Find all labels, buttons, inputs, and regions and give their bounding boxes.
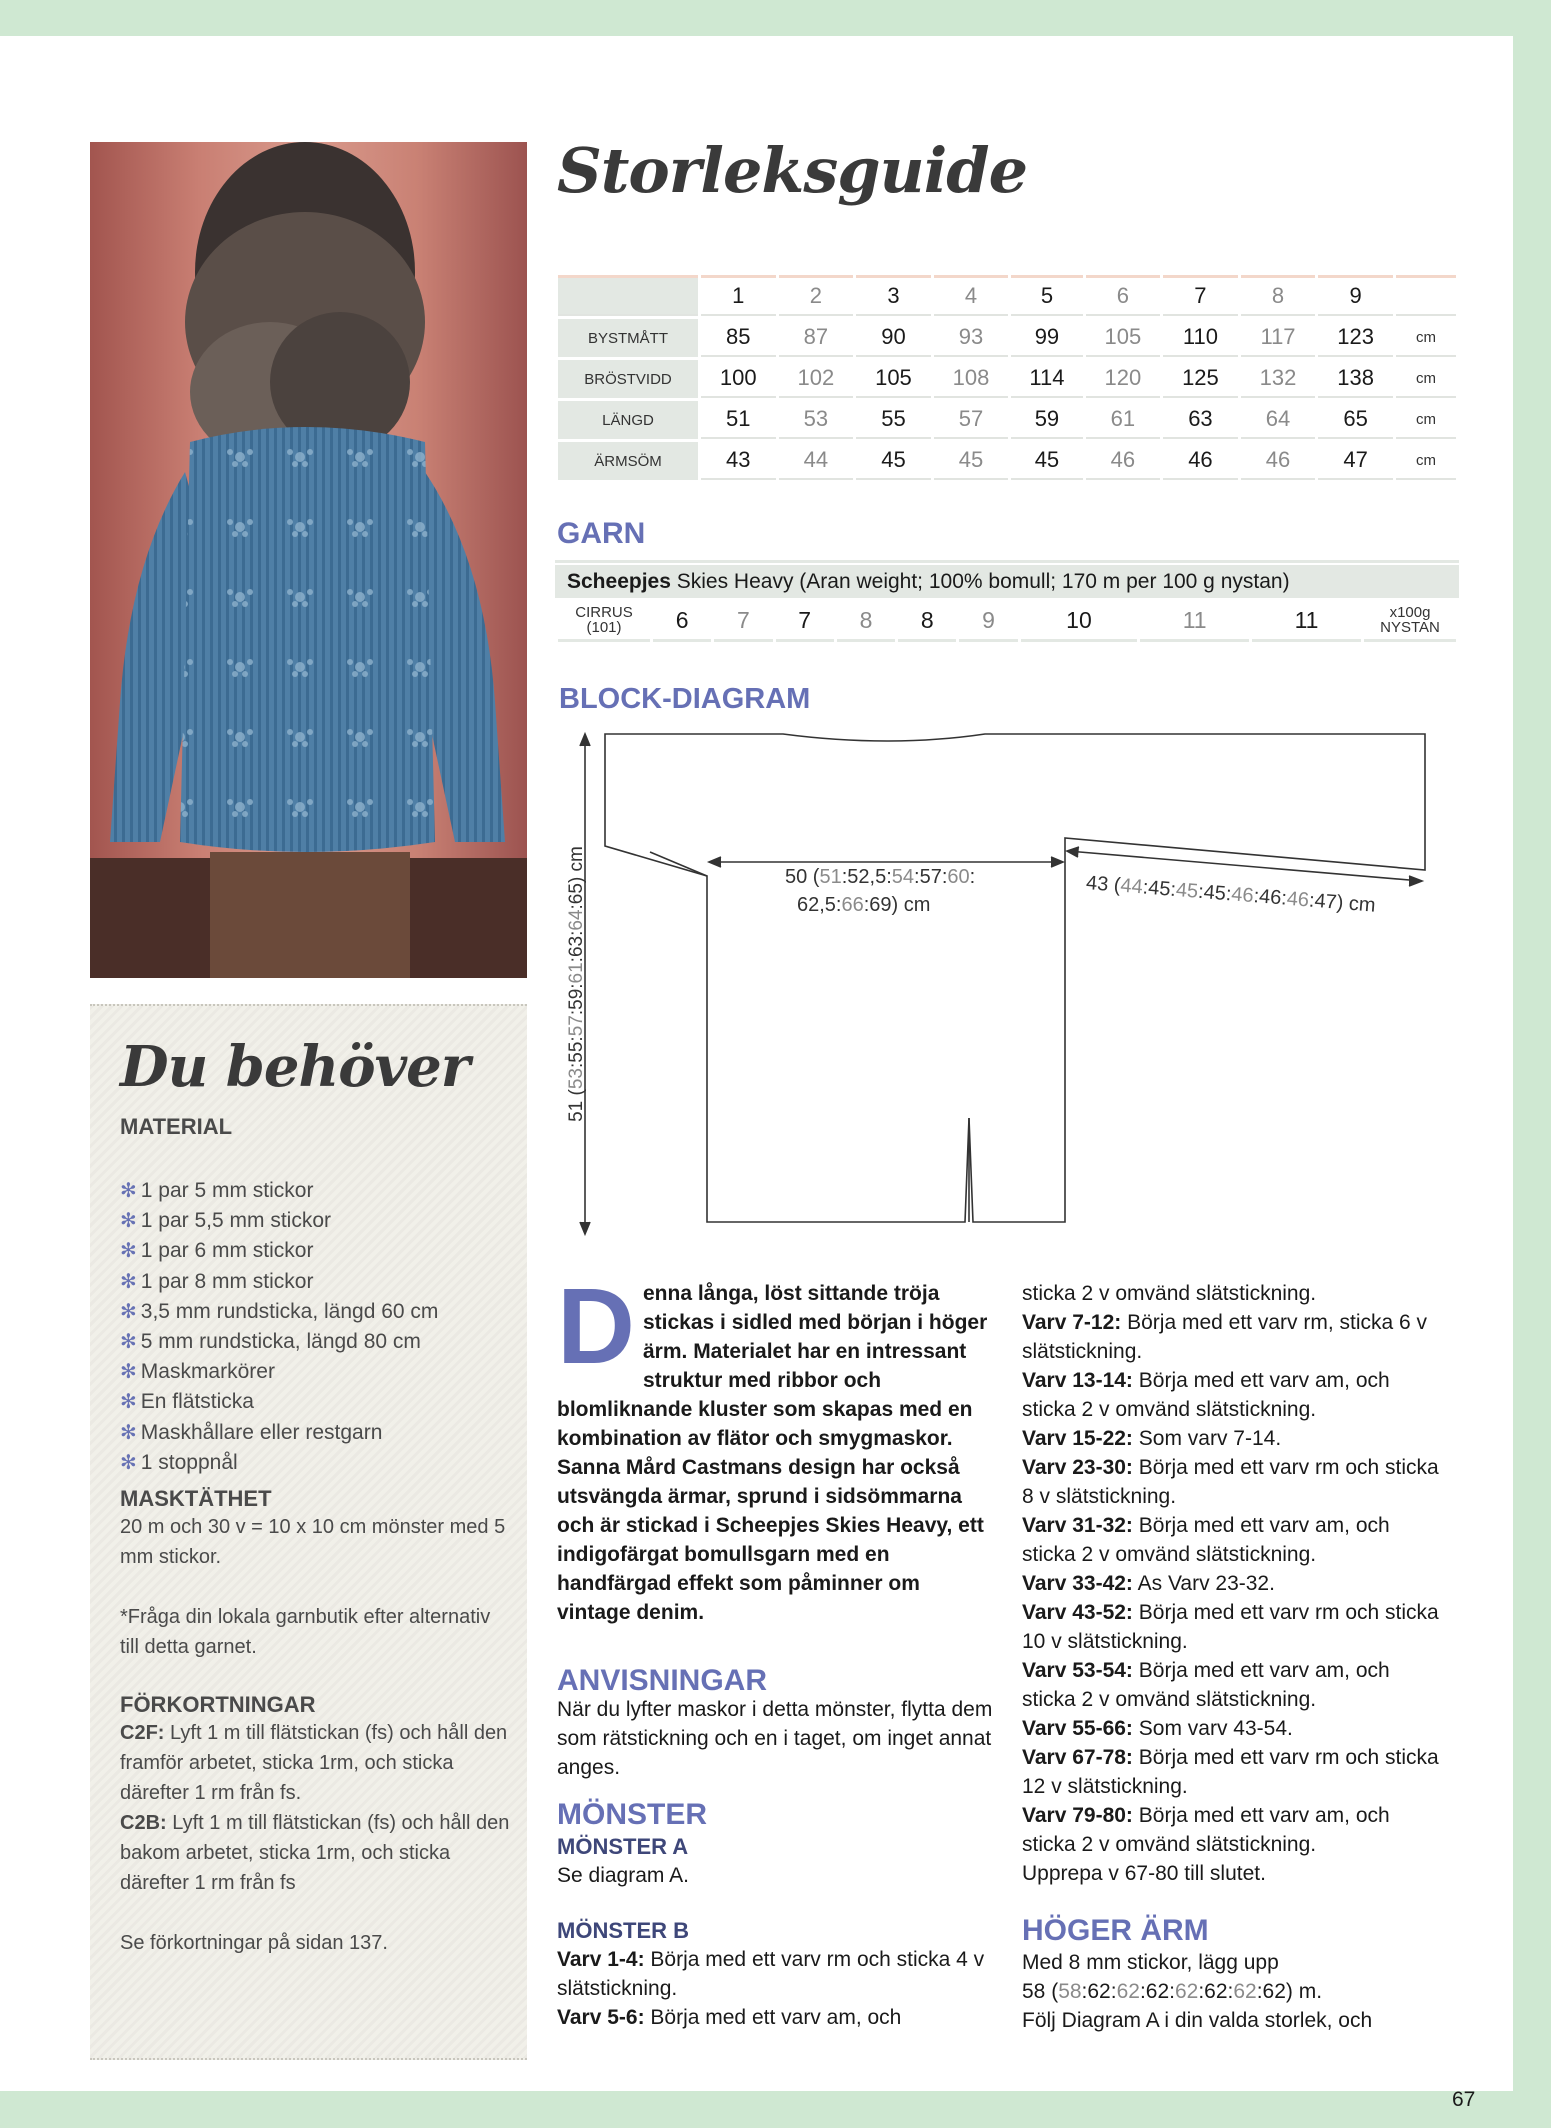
length-label-part: :63:	[566, 930, 587, 963]
instruction-row	[1022, 1511, 1442, 1569]
garn-desc-text: Skies Heavy (Aran weight; 100% bomull; 170 m per 100 g nystan)	[676, 570, 1290, 593]
monster-heading: MÖNSTER	[557, 1798, 707, 1831]
size-cell: 120	[1086, 360, 1161, 398]
anvisningar-heading: ANVISNINGAR	[557, 1664, 768, 1697]
size-row-label: BRÖSTVIDD	[558, 360, 698, 398]
instruction-text: Börja med ett varv am, och	[650, 2006, 902, 2029]
size-cell: 46	[1163, 442, 1238, 480]
instruction-label: Varv 13-14:	[1022, 1369, 1133, 1392]
width-label-line-1	[785, 866, 975, 889]
masktathet-heading: MASKTÄTHET	[120, 1486, 272, 1511]
width-label-part: :52,5:	[841, 866, 892, 888]
size-cell: 90	[856, 319, 931, 357]
size-cell: 64	[1241, 401, 1316, 439]
garn-cell: 11	[1252, 601, 1361, 642]
bullet-star-icon: ✻	[120, 1300, 137, 1323]
width-label-part: 54	[891, 866, 915, 888]
instruction-row	[1022, 1308, 1442, 1366]
instruction-row	[1022, 1366, 1442, 1424]
size-number: 9	[1318, 275, 1393, 316]
instruction-label: Varv 53-54:	[1022, 1659, 1133, 1682]
hoger-arm-line-3: Följ Diagram A i din valda storlek, och	[1022, 2009, 1373, 2032]
length-label-part: 61	[566, 962, 587, 984]
block-diagram-drawing	[555, 726, 1455, 1246]
instruction-text: Som varv 7-14.	[1138, 1427, 1282, 1450]
material-item-text: 5 mm rundsticka, längd 80 cm	[140, 1329, 421, 1353]
c2f-definition	[120, 1718, 510, 1808]
width-label-part: 50 (	[785, 866, 820, 888]
material-item	[120, 1176, 438, 1206]
width-label-part: :69) cm	[863, 894, 931, 916]
garn-cell: 7	[776, 601, 834, 642]
material-item-text: 3,5 mm rundsticka, längd 60 cm	[140, 1299, 439, 1323]
hoger-arm-line-1: Med 8 mm stickor, lägg upp	[1022, 1951, 1279, 1974]
stitch-count-part: :62:	[1081, 1980, 1117, 2003]
width-label-part: 60	[947, 866, 970, 888]
sleeve-label-part: 45	[1175, 879, 1199, 903]
page	[0, 36, 1513, 2111]
garn-cell: 9	[959, 601, 1017, 642]
size-cell: 63	[1163, 401, 1238, 439]
instruction-label: Varv 7-12:	[1022, 1311, 1122, 1334]
instruction-row	[1022, 1714, 1442, 1743]
instruction-row	[1022, 1569, 1442, 1598]
material-list	[120, 1176, 438, 1478]
du-behover-box	[90, 1004, 527, 2060]
size-cell: 100	[701, 360, 776, 398]
garn-unit-line: NYSTAN	[1380, 619, 1440, 636]
instruction-label: Varv 15-22:	[1022, 1427, 1133, 1450]
instruction-label: Varv 23-30:	[1022, 1456, 1133, 1479]
monster-b-rows-col1	[557, 1945, 997, 2032]
material-item	[120, 1206, 438, 1236]
size-cell: 125	[1163, 360, 1238, 398]
width-label-part: :	[969, 866, 976, 888]
size-cell: 65	[1318, 401, 1393, 439]
instruction-label: Varv 43-52:	[1022, 1601, 1133, 1624]
instruction-text: Börja med ett varv rm och sticka 4 v slätstickning.	[557, 1948, 985, 2000]
size-cell: 132	[1241, 360, 1316, 398]
size-cell: 45	[934, 442, 1009, 480]
monster-b-rows-col2	[1022, 1308, 1442, 1859]
stitch-count-part: 58 (	[1022, 1980, 1059, 2003]
garn-cell: 6	[653, 601, 711, 642]
monster-a-heading: MÖNSTER A	[557, 1834, 689, 1859]
instruction-text: Börja med ett varv am, och sticka 2 v omvänd slätstickning.	[1022, 1369, 1390, 1421]
bullet-star-icon: ✻	[120, 1180, 137, 1202]
instruction-text: Börja med ett varv am, och sticka 2 v omvänd slätstickning.	[1022, 1514, 1390, 1566]
material-item-text: 1 par 6 mm stickor	[140, 1239, 314, 1263]
intro-text: enna långa, löst sittande tröja stickas i sidled med början i höger ärm. Materialet har en intressant struktur med ribbor och blomliknande kluster som skapas med en kombination av flätor och smygmaskor. Sanna Mård Castmans design har också utsvängda ärmar, sprund i sidsömmarna och är stickad i Scheepjes Skies Heavy, ett indigofärgat bomullsgarn med en handfärgad effekt som påminner om vintage denim.	[557, 1282, 988, 1624]
garn-cell: 10	[1021, 601, 1138, 642]
length-label-part: 51 (	[566, 1089, 587, 1122]
material-item-text: En flätsticka	[140, 1390, 254, 1414]
block-diagram-heading: BLOCK-DIAGRAM	[559, 683, 811, 715]
material-item	[120, 1236, 438, 1266]
size-cell: 138	[1318, 360, 1393, 398]
garn-cell: 8	[837, 601, 895, 642]
material-item	[120, 1327, 438, 1357]
garn-unit	[1364, 601, 1456, 642]
c2b-text: Lyft 1 m till flätstickan (fs) och håll den bakom arbetet, sticka 1rm, och sticka därefter 1 rm från fs	[120, 1812, 510, 1894]
instruction-row	[557, 1945, 997, 2003]
size-row-label: ÄRMSÖM	[558, 442, 698, 480]
bullet-star-icon: ✻	[120, 1391, 137, 1414]
stitch-count-part: 58	[1058, 1980, 1082, 2003]
size-row	[558, 401, 1456, 439]
instruction-text: As Varv 23-32.	[1137, 1572, 1275, 1595]
sleeve-label-part: :45:	[1141, 876, 1177, 901]
length-label-part: :59:	[566, 983, 587, 1016]
stitch-count-part: 62	[1233, 1980, 1257, 2003]
instruction-label: Varv 33-42:	[1022, 1572, 1133, 1595]
page-title: Storleksguide	[557, 134, 1028, 207]
size-cell: 61	[1086, 401, 1161, 439]
size-cell: 59	[1011, 401, 1082, 439]
material-item	[120, 1267, 438, 1297]
size-number: 2	[779, 275, 854, 316]
instruction-text: Börja med ett varv rm och sticka 12 v slätstickning.	[1022, 1746, 1439, 1798]
c2b-label: C2B:	[120, 1812, 167, 1834]
instruction-label: Varv 31-32:	[1022, 1514, 1133, 1537]
monster-b-heading: MÖNSTER B	[557, 1918, 689, 1943]
instruction-text: Börja med ett varv rm och sticka 8 v slätstickning.	[1022, 1456, 1439, 1508]
garn-color-label	[558, 601, 650, 642]
intro-paragraph	[557, 1265, 997, 1627]
length-label-part: :55:	[566, 1036, 587, 1068]
instruction-row	[1022, 1453, 1442, 1511]
material-item	[120, 1387, 438, 1417]
repeat-text: Upprepa v 67-80 till slutet.	[1022, 1862, 1266, 1885]
garn-cell: 8	[898, 601, 956, 642]
instruction-row	[557, 2003, 997, 2032]
size-cell: 99	[1011, 319, 1082, 357]
material-item	[120, 1357, 438, 1387]
instruction-row	[1022, 1424, 1442, 1453]
instruction-text: Börja med ett varv am, och sticka 2 v omvänd slätstickning.	[1022, 1659, 1390, 1711]
bullet-star-icon: ✻	[120, 1330, 137, 1353]
anvisningar-text: När du lyfter maskor i detta mönster, flytta dem som rätstickning och en i taget, om inget annat anges.	[557, 1698, 993, 1779]
hoger-arm-heading: HÖGER ÄRM	[1022, 1914, 1209, 1947]
material-item	[120, 1297, 438, 1327]
width-label-line-2	[797, 894, 930, 917]
size-header-row	[558, 275, 1456, 316]
see-abbreviations-text: Se förkortningar på sidan 137.	[120, 1932, 388, 1954]
size-cell: 46	[1086, 442, 1161, 480]
size-cell: 123	[1318, 319, 1393, 357]
garn-top-rule	[555, 560, 1459, 563]
block-diagram	[555, 726, 1455, 1251]
size-unit: cm	[1396, 360, 1456, 398]
bullet-star-icon: ✻	[120, 1240, 137, 1263]
instruction-label: Varv 1-4:	[557, 1948, 645, 1971]
size-number: 4	[934, 275, 1009, 316]
fraga-text: *Fråga din lokala garnbutik efter alternativ till detta garnet.	[120, 1606, 491, 1658]
garn-unit-line: x100g	[1389, 604, 1431, 621]
garn-heading: GARN	[557, 517, 646, 550]
stitch-count-part: :62:	[1198, 1980, 1234, 2003]
sleeve-label-part: 43 (	[1085, 872, 1122, 897]
sweater-illustration	[90, 142, 527, 978]
width-label-part: 62,5:	[797, 894, 842, 916]
stitch-count-part: :62:	[1139, 1980, 1175, 2003]
sleeve-label-part: :47) cm	[1308, 889, 1377, 917]
size-cell: 44	[779, 442, 854, 480]
size-cell: 105	[1086, 319, 1161, 357]
size-table	[555, 272, 1459, 483]
garn-color-label-line: (101)	[586, 619, 622, 636]
length-label-part: 57	[566, 1015, 587, 1037]
width-label-part: 51	[819, 866, 842, 888]
garn-cell: 11	[1140, 601, 1249, 642]
size-cell: 47	[1318, 442, 1393, 480]
size-cell: 93	[934, 319, 1009, 357]
length-label-part: 53	[566, 1068, 587, 1090]
size-cell: 51	[701, 401, 776, 439]
length-label	[566, 846, 588, 1122]
size-number: 3	[856, 275, 931, 316]
sleeve-label-part: :45:	[1197, 880, 1233, 906]
size-cell: 85	[701, 319, 776, 357]
size-cell: 117	[1241, 319, 1316, 357]
garn-row	[558, 601, 1456, 642]
material-item-text: Maskhållare eller restgarn	[140, 1420, 383, 1444]
material-item-text: 1 par 5,5 mm stickor	[140, 1209, 331, 1233]
size-number: 8	[1241, 275, 1316, 316]
size-row	[558, 319, 1456, 357]
size-cell: 53	[779, 401, 854, 439]
size-unit: cm	[1396, 442, 1456, 480]
size-cell: 45	[856, 442, 931, 480]
size-cell: 46	[1241, 442, 1316, 480]
c2b-definition	[120, 1808, 510, 1898]
c2f-text: Lyft 1 m till flätstickan (fs) och håll den framför arbetet, sticka 1rm, och sticka därefter 1 rm från fs.	[120, 1722, 508, 1804]
size-number: 5	[1011, 275, 1082, 316]
bullet-star-icon: ✻	[120, 1270, 137, 1293]
material-item	[120, 1448, 438, 1478]
instruction-row	[1022, 1743, 1442, 1801]
size-cell: 108	[934, 360, 1009, 398]
page-number: 67	[1452, 2088, 1476, 2111]
material-item-text: 1 stoppnål	[140, 1450, 238, 1474]
bullet-star-icon: ✻	[120, 1451, 137, 1474]
instruction-row	[1022, 1656, 1442, 1714]
length-label-part: :65) cm	[566, 846, 587, 910]
size-cell: 43	[701, 442, 776, 480]
size-row-label: LÄNGD	[558, 401, 698, 439]
material-item-text: 1 par 8 mm stickor	[140, 1269, 314, 1293]
material-item-text: 1 par 5 mm stickor	[140, 1179, 314, 1202]
forkortningar-heading: FÖRKORTNINGAR	[120, 1692, 316, 1717]
right-column	[1022, 1279, 1442, 2035]
size-cell: 55	[856, 401, 931, 439]
instruction-text: Börja med ett varv rm och sticka 10 v slätstickning.	[1022, 1601, 1439, 1653]
sweater-photo	[90, 142, 527, 978]
left-column	[557, 1666, 997, 2032]
bullet-star-icon: ✻	[120, 1210, 137, 1233]
size-cell: 114	[1011, 360, 1082, 398]
size-number: 6	[1086, 275, 1161, 316]
masktathet-text: 20 m och 30 v = 10 x 10 cm mönster med 5 mm stickor.	[120, 1516, 506, 1568]
col2-first-line: sticka 2 v omvänd slätstickning.	[1022, 1282, 1317, 1305]
size-unit: cm	[1396, 401, 1456, 439]
garn-description	[555, 565, 1459, 598]
instruction-label: Varv 67-78:	[1022, 1746, 1133, 1769]
sleeve-label-part: 46	[1230, 883, 1255, 908]
size-number: 1	[701, 275, 776, 316]
c2f-label: C2F:	[120, 1722, 165, 1744]
intro-dropcap: D	[557, 1265, 635, 1386]
sleeve-label-part: 46	[1285, 887, 1310, 912]
sleeve-label-part: 44	[1119, 874, 1144, 899]
material-item	[120, 1418, 438, 1448]
width-label-part: 66	[841, 894, 864, 916]
hoger-arm-line-2	[1022, 1977, 1442, 2006]
size-row	[558, 442, 1456, 480]
sleeve-label-part: :46:	[1252, 885, 1288, 910]
length-label-part: 64	[566, 909, 587, 931]
garn-color-label-line: CIRRUS	[575, 604, 633, 621]
size-row	[558, 360, 1456, 398]
material-item-text: Maskmarkörer	[140, 1360, 275, 1384]
size-cell: 105	[856, 360, 931, 398]
size-row-label: BYSTMÅTT	[558, 319, 698, 357]
size-unit: cm	[1396, 319, 1456, 357]
bullet-star-icon: ✻	[120, 1421, 137, 1444]
instruction-label: Varv 55-66:	[1022, 1717, 1133, 1740]
instruction-row	[1022, 1801, 1442, 1859]
size-number: 7	[1163, 275, 1238, 316]
garn-brand: Scheepjes	[567, 570, 671, 593]
material-heading: MATERIAL	[120, 1114, 233, 1139]
instruction-label: Varv 5-6:	[557, 2006, 645, 2029]
size-cell: 57	[934, 401, 1009, 439]
size-cell: 102	[779, 360, 854, 398]
stitch-count-part: :62) m.	[1256, 1980, 1323, 2003]
stitch-count-part: 62	[1174, 1980, 1199, 2003]
instruction-label: Varv 79-80:	[1022, 1804, 1133, 1827]
size-header-blank	[558, 275, 698, 316]
du-behover-heading: Du behöver	[120, 1034, 470, 1100]
stitch-count-part: 62	[1116, 1980, 1140, 2003]
size-cell: 87	[779, 319, 854, 357]
instruction-text: Börja med ett varv rm, sticka 6 v slätstickning.	[1022, 1311, 1428, 1363]
bullet-star-icon: ✻	[120, 1361, 137, 1384]
size-cell: 110	[1163, 319, 1238, 357]
garn-table	[555, 598, 1459, 645]
instruction-row	[1022, 1598, 1442, 1656]
monster-a-text: Se diagram A.	[557, 1864, 689, 1887]
width-label-part: :57:	[914, 866, 948, 888]
instruction-text: Som varv 43-54.	[1138, 1717, 1293, 1740]
instruction-text: Börja med ett varv am, och sticka 2 v omvänd slätstickning.	[1022, 1804, 1390, 1856]
garn-cell: 7	[714, 601, 772, 642]
size-cell: 45	[1011, 442, 1082, 480]
size-header-unit-blank	[1396, 275, 1456, 316]
